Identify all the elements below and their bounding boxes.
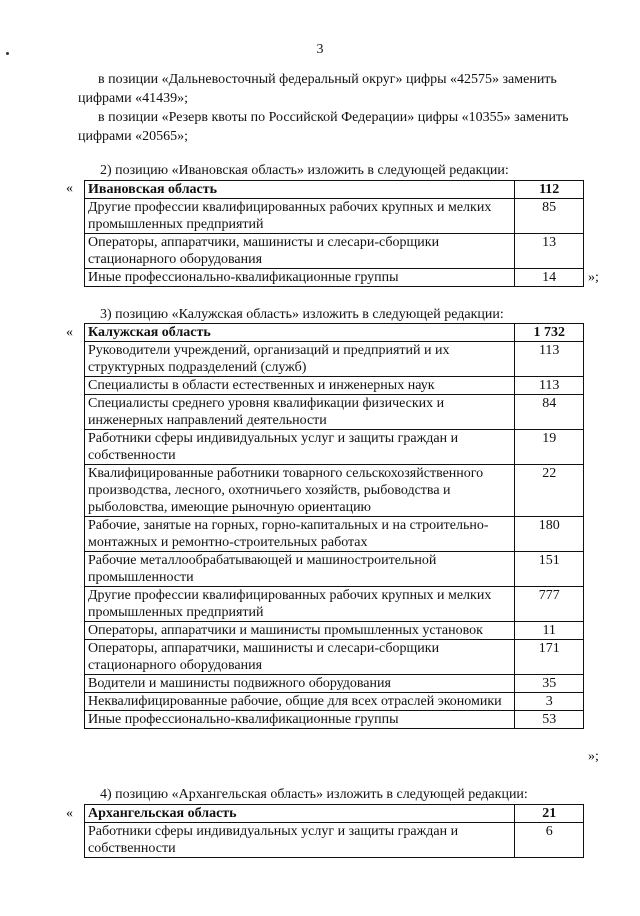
- row-value: 6: [515, 823, 584, 858]
- open-quote: «: [66, 806, 73, 821]
- table-row: [85, 622, 584, 640]
- row-value: 3: [515, 693, 584, 711]
- section-intro-arkhangelsk: 4) позицию «Архангельская область» изложить в следующей редакции:: [100, 787, 528, 802]
- table-row: [85, 693, 584, 711]
- region-name: Архангельская область: [85, 805, 515, 823]
- row-name: Работники сферы индивидуальных услуг и защиты граждан и собственности: [85, 823, 515, 858]
- row-value: 171: [515, 640, 584, 675]
- row-value: 85: [515, 199, 584, 234]
- row-value: 19: [515, 430, 584, 465]
- row-value: 14: [515, 269, 584, 287]
- table-row: [85, 823, 584, 858]
- row-name: Специалисты в области естественных и инженерных наук: [85, 377, 515, 395]
- row-value: 151: [515, 552, 584, 587]
- table-row: [85, 711, 584, 729]
- row-value: 53: [515, 711, 584, 729]
- row-name: Рабочие, занятые на горных, горно-капитальных и на строительно-монтажных и ремонтно-строительных работах: [85, 517, 515, 552]
- table-row: [85, 675, 584, 693]
- table-row: [85, 199, 584, 234]
- table-row: [85, 465, 584, 517]
- row-value: 11: [515, 622, 584, 640]
- paragraph-far-east: в позиции «Дальневосточный федеральный округ» цифры «42575» заменить цифрами «41439»;: [78, 72, 557, 106]
- region-name: Калужская область: [85, 324, 515, 342]
- region-total: 1 732: [515, 324, 584, 342]
- row-name: Водители и машинисты подвижного оборудования: [85, 675, 515, 693]
- row-name: Операторы, аппаратчики, машинисты и слесари-сборщики стационарного оборудования: [85, 234, 515, 269]
- row-name: Другие профессии квалифицированных рабочих крупных и мелких промышленных предприятий: [85, 199, 515, 234]
- table-row: [85, 517, 584, 552]
- table-row: [85, 430, 584, 465]
- table-row: [85, 234, 584, 269]
- table-row: [85, 552, 584, 587]
- row-name: Другие профессии квалифицированных рабочих крупных и мелких промышленных предприятий: [85, 587, 515, 622]
- row-value: 113: [515, 377, 584, 395]
- table-row: [85, 640, 584, 675]
- paragraph-reserve-quota: в позиции «Резерв квоты по Российской Федерации» цифры «10355» заменить цифрами «20565»;: [78, 110, 569, 144]
- table-row: [85, 587, 584, 622]
- table-arkhangelsk: [84, 804, 584, 858]
- row-name: Квалифицированные работники товарного сельскохозяйственного производства, лесного, охотничьего хозяйств, рыбоводства и рыболовства, имеющие рыночную ориентацию: [85, 465, 515, 517]
- open-quote: «: [66, 181, 73, 196]
- row-value: 13: [515, 234, 584, 269]
- region-total: 112: [515, 181, 584, 199]
- row-name: Операторы, аппаратчики, машинисты и слесари-сборщики стационарного оборудования: [85, 640, 515, 675]
- table-kaluga: [84, 323, 584, 729]
- table-row: [85, 377, 584, 395]
- close-quote: »;: [588, 270, 599, 285]
- row-name: Неквалифицированные рабочие, общие для всех отраслей экономики: [85, 693, 515, 711]
- page-number: 3: [316, 42, 324, 57]
- row-value: 22: [515, 465, 584, 517]
- table-row: [85, 269, 584, 287]
- section-intro-ivanovo: 2) позицию «Ивановская область» изложить в следующей редакции:: [100, 163, 509, 178]
- row-value: 35: [515, 675, 584, 693]
- row-name: Иные профессионально-квалификационные группы: [85, 269, 515, 287]
- row-name: Специалисты среднего уровня квалификации физических и инженерных направлений деятельности: [85, 395, 515, 430]
- table-header-row: [85, 805, 584, 823]
- table-ivanovo: [84, 180, 584, 287]
- table-row: [85, 342, 584, 377]
- table-row: [85, 395, 584, 430]
- row-name: Работники сферы индивидуальных услуг и защиты граждан и собственности: [85, 430, 515, 465]
- row-value: 180: [515, 517, 584, 552]
- row-value: 84: [515, 395, 584, 430]
- row-name: Руководители учреждений, организаций и предприятий и их структурных подразделений (служб): [85, 342, 515, 377]
- table-header-row: [85, 324, 584, 342]
- region-name: Ивановская область: [85, 181, 515, 199]
- row-value: 777: [515, 587, 584, 622]
- close-quote: »;: [588, 749, 599, 764]
- row-name: Операторы, аппаратчики и машинисты промышленных установок: [85, 622, 515, 640]
- row-value: 113: [515, 342, 584, 377]
- row-name: Рабочие металлообрабатывающей и машиностроительной промышленности: [85, 552, 515, 587]
- region-total: 21: [515, 805, 584, 823]
- section-intro-kaluga: 3) позицию «Калужская область» изложить в следующей редакции:: [100, 307, 504, 322]
- row-name: Иные профессионально-квалификационные группы: [85, 711, 515, 729]
- table-header-row: [85, 181, 584, 199]
- open-quote: «: [66, 325, 73, 340]
